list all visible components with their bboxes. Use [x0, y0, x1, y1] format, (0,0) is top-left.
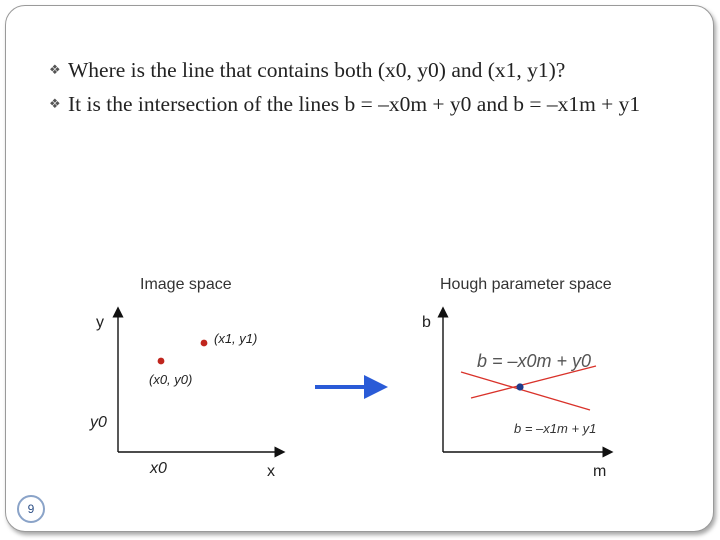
line0-equation: b = –x0m + y0: [477, 351, 592, 371]
image-space-title: Image space: [140, 276, 232, 293]
intersection-point: [516, 383, 523, 390]
bullet-text: It is the intersection of the lines b = –x0m + y0 and b = –x1m + y1: [68, 92, 641, 116]
point-x0-y0: [158, 358, 165, 365]
image-y-label: y: [96, 314, 104, 331]
bullet-text: Where is the line that contains both (x0, y0) and (x1, y1)?: [68, 58, 566, 82]
line1-equation: b = –x1m + y1: [514, 421, 597, 436]
slide-number-badge: 9: [17, 495, 45, 523]
bullet-icon: ❖: [49, 62, 61, 77]
point0-label: (x0, y0): [149, 372, 193, 387]
point-x1-y1: [201, 340, 208, 347]
y0-tick-label: y0: [90, 414, 107, 431]
hough-m-label: m: [593, 463, 607, 480]
bullet-icon: ❖: [49, 96, 61, 111]
x0-tick-label: x0: [150, 460, 167, 477]
point1-label: (x1, y1): [214, 331, 258, 346]
hough-line-0: [461, 372, 590, 410]
image-x-label: x: [267, 463, 275, 480]
hough-b-label: b: [422, 314, 431, 331]
hough-space-title: Hough parameter space: [440, 276, 612, 293]
